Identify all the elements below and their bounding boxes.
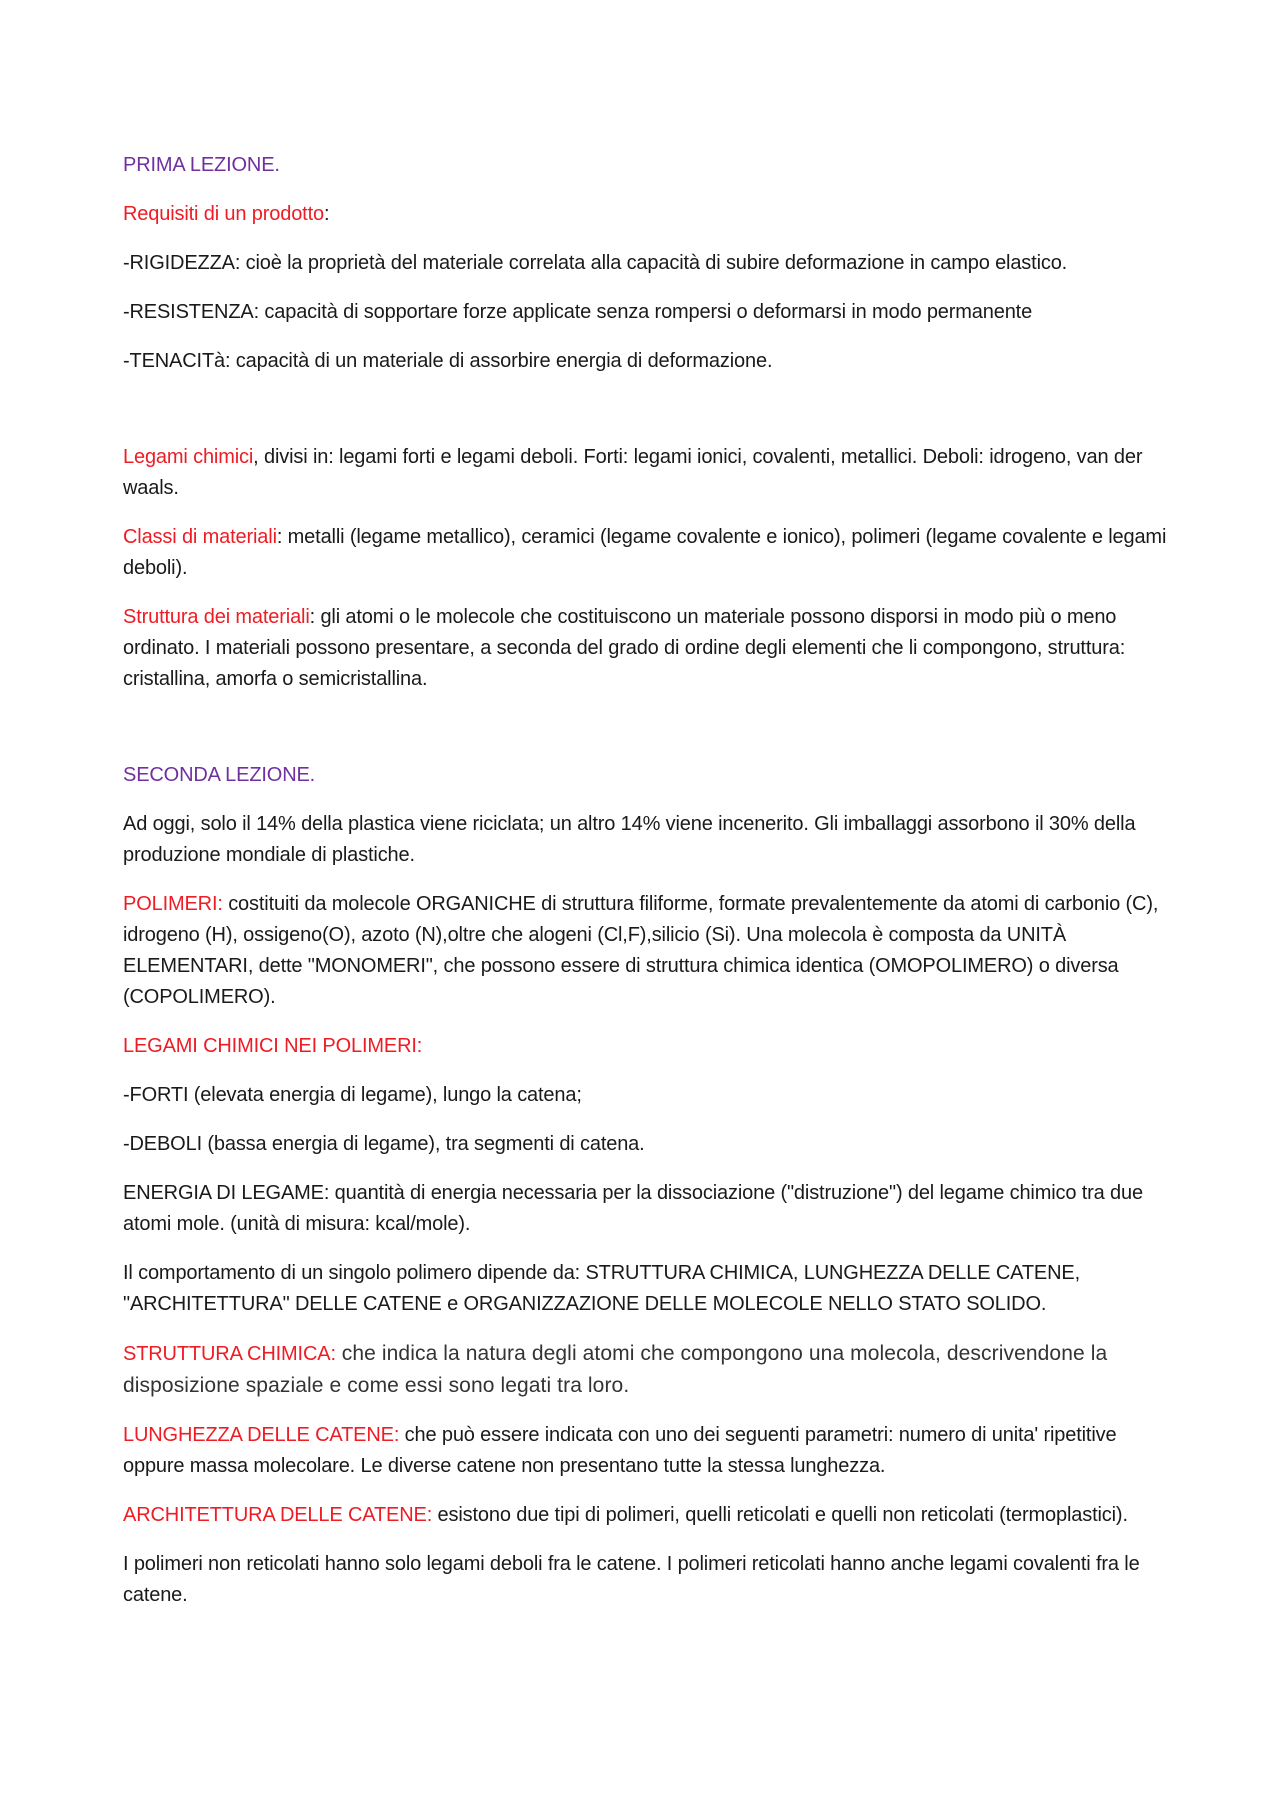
polimeri-label: POLIMERI: [123, 893, 223, 915]
energia-paragraph: ENERGIA DI LEGAME: quantità di energia necessaria per la dissociazione ("distruzione") del legame chimico tra due atomi mole. (unità di misura: kcal/mole). [123, 1182, 1143, 1235]
document-page [123, 150, 1173, 1629]
legami-polimeri-heading: LEGAMI CHIMICI NEI POLIMERI: [123, 1035, 423, 1057]
requisiti-colon: : [323, 203, 330, 225]
forti-paragraph: -FORTI (elevata energia di legame), lungo la catena; [123, 1084, 582, 1106]
section-spacer [123, 713, 1173, 760]
legami-text: , divisi in: legami forti e legami deboli. Forti: legami ionici, covalenti, metallici. Deboli: idrogeno, van der waals. [123, 446, 1143, 499]
rigidezza-paragraph: -RIGIDEZZA: cioè la proprietà del materiale correlata alla capacità di subire deformazione in campo elastico. [123, 252, 1068, 274]
struttura-chimica-text: che indica la natura degli atomi che compongono una molecola, descrivendone la disposizione spaziale e come essi sono legati tra loro. [123, 1342, 1108, 1397]
lunghezza-label: LUNGHEZZA DELLE CATENE: [123, 1424, 400, 1446]
classi-paragraph [123, 522, 1173, 584]
architettura-paragraph [123, 1500, 1173, 1531]
classi-label: Classi di materiali [123, 526, 277, 548]
architettura-text: esistono due tipi di polimeri, quelli reticolati e quelli non reticolati (termoplastici). [432, 1504, 1128, 1526]
lunghezza-paragraph [123, 1420, 1173, 1482]
tenacita-paragraph: -TENACITà: capacità di un materiale di assorbire energia di deformazione. [123, 350, 773, 372]
deboli-paragraph: -DEBOLI (bassa energia di legame), tra segmenti di catena. [123, 1133, 645, 1155]
reticolati-paragraph: I polimeri non reticolati hanno solo legami deboli fra le catene. I polimeri reticolati hanno anche legami covalenti fra le catene. [123, 1553, 1140, 1606]
comportamento-paragraph: Il comportamento di un singolo polimero dipende da: STRUTTURA CHIMICA, LUNGHEZZA DELLE CATENE, "ARCHITETTURA" DELLE CATENE e ORGANIZZAZIONE DELLE MOLECOLE NELLO STATO SOLIDO. [123, 1262, 1080, 1315]
intro-paragraph: Ad oggi, solo il 14% della plastica viene riciclata; un altro 14% viene incenerito. Gli imballaggi assorbono il 30% della produzione mondiale di plastiche. [123, 813, 1136, 866]
polimeri-paragraph [123, 889, 1173, 1013]
struttura-paragraph [123, 602, 1173, 695]
struttura-text: : gli atomi o le molecole che costituiscono un materiale possono disporsi in modo più o meno ordinato. I materiali possono presentare, a seconda del grado di ordine degli elementi che li compongono, struttura: cristallina, amorfa o semicristallina. [123, 606, 1126, 690]
requisiti-label: Requisiti di un prodotto [123, 203, 324, 225]
lesson-2-heading: SECONDA LEZIONE. [123, 764, 316, 786]
requisiti-paragraph [123, 199, 1173, 230]
legami-paragraph [123, 442, 1173, 504]
struttura-label: Struttura dei materiali [123, 606, 310, 628]
section-spacer [123, 395, 1173, 442]
lunghezza-text: che può essere indicata con uno dei seguenti parametri: numero di unita' ripetitive oppure massa molecolare. Le diverse catene non presentano tutte la stessa lunghezza. [123, 1424, 1117, 1477]
polimeri-text: costituiti da molecole ORGANICHE di struttura filiforme, formate prevalentemente da atomi di carbonio (C), idrogeno (H), ossigeno(O), azoto (N),oltre che alogeni (Cl,F),silicio (Si). Una molecola è composta da UNITÀ ELEMENTARI, dette "MONOMERI", che possono essere di struttura chimica identica (OMOPOLIMERO) o diversa (COPOLIMERO). [123, 893, 1159, 1008]
struttura-chimica-paragraph [123, 1338, 1173, 1402]
classi-text: : metalli (legame metallico), ceramici (legame covalente e ionico), polimeri (legame covalente e legami deboli). [123, 526, 1167, 579]
resistenza-paragraph: -RESISTENZA: capacità di sopportare forze applicate senza rompersi o deformarsi in modo permanente [123, 301, 1033, 323]
architettura-label: ARCHITETTURA DELLE CATENE: [123, 1504, 433, 1526]
lesson-1-heading: PRIMA LEZIONE. [123, 154, 280, 176]
legami-label: Legami chimici [123, 446, 254, 468]
struttura-chimica-label: STRUTTURA CHIMICA: [123, 1343, 336, 1365]
